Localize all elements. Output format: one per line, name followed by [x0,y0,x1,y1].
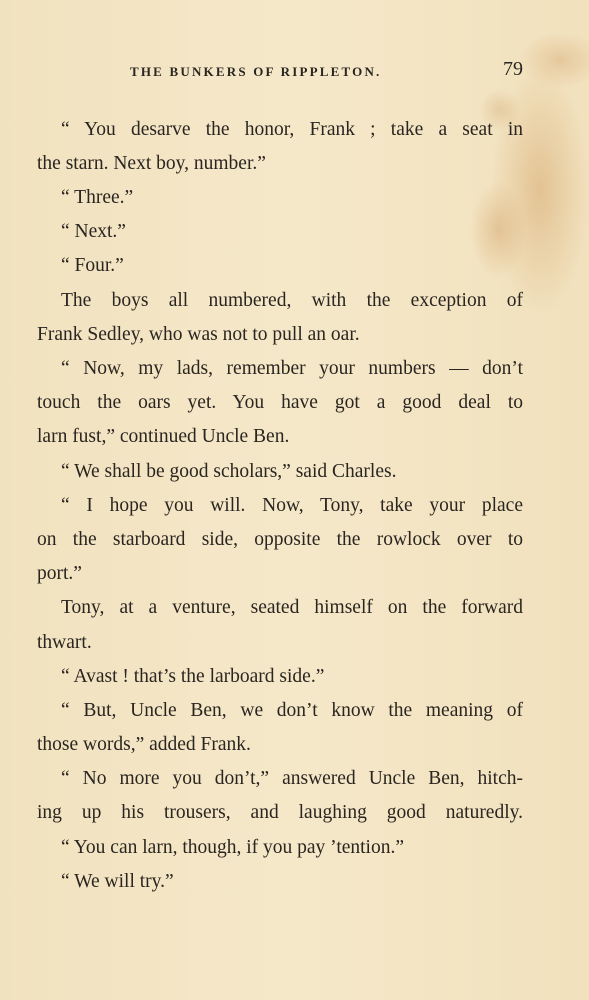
text-line: “ Now, my lads, remember your numbers — don’t [61,358,523,379]
text-line: on the starboard side, opposite the rowlock over to [37,529,523,550]
text-line: port.” [37,563,82,584]
text-line: Frank Sedley, who was not to pull an oar. [37,324,360,345]
running-title: THE BUNKERS OF RIPPLETON. [130,64,382,79]
text-line: “ Next.” [61,221,126,242]
text-line: “ I hope you will. Now, Tony, take your place [61,495,523,516]
text-line: “ We shall be good scholars,” said Charles. [61,461,397,482]
text-line: the starn. Next boy, number.” [37,153,266,174]
text-line: Tony, at a venture, seated himself on the forward [61,597,523,618]
text-line: thwart. [37,632,92,653]
text-line: “ But, Uncle Ben, we don’t know the meaning of [61,700,523,721]
text-line: larn fust,” continued Uncle Ben. [37,426,290,447]
text-line: “ Three.” [61,187,134,208]
text-line: “ You desarve the honor, Frank ; take a seat in [61,119,523,140]
text-line: The boys all numbered, with the exception of [61,290,523,311]
text-line: “ Avast ! that’s the larboard side.” [61,666,325,687]
text-line: “ We will try.” [61,871,174,892]
text-line: touch the oars yet. You have got a good deal to [37,392,523,413]
text-line: those words,” added Frank. [37,734,251,755]
page-number: 79 [503,58,523,80]
text-line: “ Four.” [61,255,124,276]
text-line: “ No more you don’t,” answered Uncle Ben, hitch- [61,768,523,789]
text-line: ing up his trousers, and laughing good naturedly. [37,802,523,823]
text-line: “ You can larn, though, if you pay ’tention.” [61,837,405,858]
